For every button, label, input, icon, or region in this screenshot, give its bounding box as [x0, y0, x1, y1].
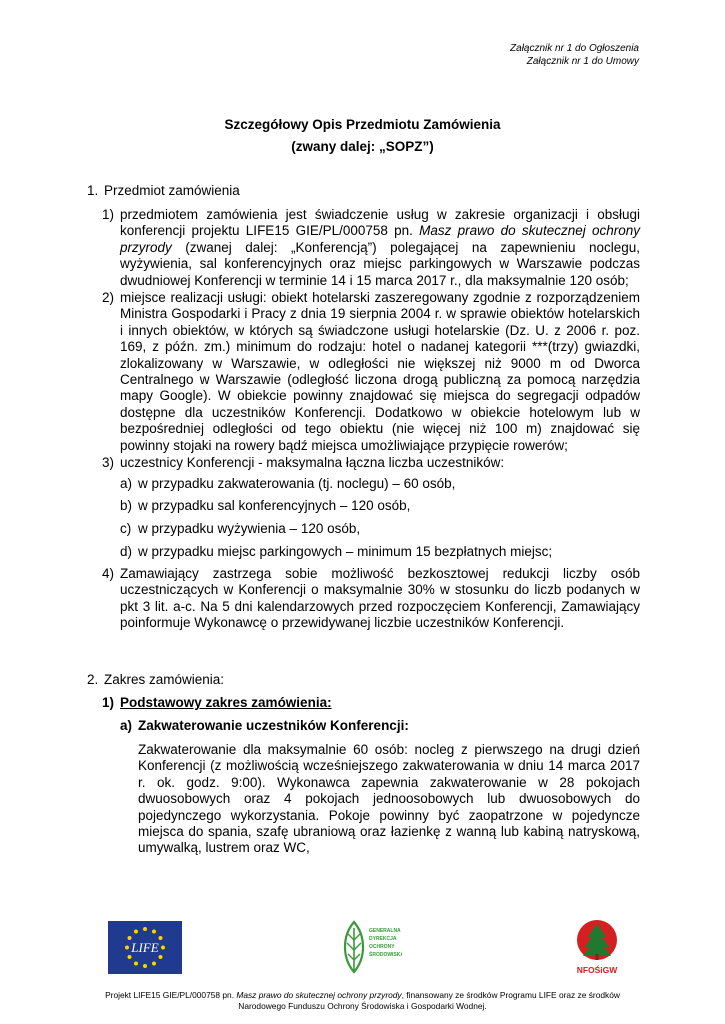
gdos-line-4: ŚRODOWISKA [369, 952, 402, 958]
subitem-d-letter: d) [120, 544, 133, 559]
item3-number: 3) [102, 455, 115, 470]
gdos-line-2: DYREKCJA [369, 936, 397, 942]
accommodation-letter: a) [120, 718, 133, 733]
subitem-b-text: w przypadku sal konferencyjnych – 120 osób, [138, 498, 411, 513]
subitem-d-text: w przypadku miejsc parkingowych – minimum 15 bezpłatnych miejsc; [138, 544, 553, 559]
accommodation-heading: Zakwaterowanie uczestników Konferencji: [138, 718, 409, 733]
subitem-c-text: w przypadku wyżywienia – 120 osób, [138, 521, 361, 536]
attachment-header [510, 42, 639, 68]
life-wordmark: LIFE [131, 940, 159, 955]
accommodation-paragraph: Zakwaterowanie dla maksymalnie 60 osób: nocleg z pierwszego na drugi dzień Konferencji (z możliwością wcześniejszego zakwaterowania w dniu 14 marca 2017 r. ok. godz. 9:00). Wykonawca zapewnia zakwaterowanie w 28 pokojach dwuosobowych oraz 4 pokojach jednoosobowych lub dwuosobowych do pojedynczego wykorzystania. Pokoje powinny być zaopatrzone w pojedyncze miejsca do spania, szafę ubraniową oraz łazienkę z wanną lub kabiną natryskową, umywalką, lustrem oraz WC, [138, 742, 640, 856]
footer-line-1: Projekt LIFE15 GIE/PL/000758 pn. Masz prawo do skutecznej ochrony przyrody, finansowany ze środków Programu LIFE oraz ze środków [105, 990, 620, 1000]
section1-heading: Przedmiot zamówienia [104, 183, 240, 198]
project-title-italic: Masz prawo do skutecznej ochrony przyrody [120, 223, 640, 255]
item2-text: miejsce realizacji usługi: obiekt hotelarski zaszeregowany zgodnie z rozporządzeniem Ministra Gospodarki i Pracy z dnia 19 sierpnia 2004 r. w sprawie obiektów hotelarskich i innych obiektów, w których są świadczone usługi hotelarskie (Dz. U. z 2006 r. poz. 169, z późn. zm.) minimum do rodzaju: hotel o nadanej kategorii ***(trzy) gwiazdki, zlokalizowany w Warszawie, w odległości nie większej niż 9000 m od Dworca Centralnego w Warszawie (odległość liczona drogą publiczną za pomocą narzędzia mapy Google). W obiekcie powinny znajdować się miejsca do segregacji odpadów dostępne dla uczestników Konferencji. Dodatkowo w obiekcie hotelowym lub w bezpośredniej odległości od tego obiektu (nie więcej niż 100 m) znajdować się powinny stojaki na rowery bądź miejsca umożliwiające przypięcie rowerów; [120, 290, 640, 453]
scope-number: 1) [102, 695, 115, 710]
section2-number: 2. [87, 672, 99, 687]
item4-text: Zamawiający zastrzega sobie możliwość bezkosztowej redukcji liczby osób uczestniczących w Konferencji o maksymalnie 30% w stosunku do liczb podanych w pkt 3 lit. a-c. Na 5 dni kalendarzowych przed rozpoczęciem Konferencji, Zamawiający poinformuje Wykonawcę o przewidywanej liczbie uczestników Konferencji. [120, 566, 640, 631]
gdos-line-1: GENERALNA [369, 928, 401, 934]
item2-number: 2) [102, 290, 115, 305]
subitem-c-letter: c) [120, 521, 132, 536]
eu-life-logo [108, 921, 182, 974]
leaf-icon [340, 918, 402, 976]
eu-flag-icon [108, 921, 182, 974]
subitem-a-text: w przypadku zakwaterowania (tj. noclegu) – 60 osób, [138, 476, 456, 491]
section1-number: 1. [87, 183, 99, 198]
section2-heading: Zakres zamówienia: [104, 672, 225, 687]
attachment-line-contract: Załącznik nr 1 do Umowy [526, 56, 639, 67]
basic-scope-heading: Podstawowy zakres zamówienia: [120, 695, 332, 710]
item4-number: 4) [102, 566, 115, 581]
footer [0, 990, 725, 1011]
attachment-line-announcement: Załącznik nr 1 do Ogłoszenia [510, 43, 639, 54]
footer-line-2: Narodowego Funduszu Ochrony Środowiska i Gospodarki Wodnej. [238, 1000, 487, 1011]
subitem-a-letter: a) [120, 476, 133, 491]
document-subtitle: (zwany dalej: „SOPZ”) [291, 139, 434, 154]
gdos-logo [340, 918, 402, 976]
item1-number: 1) [102, 207, 115, 222]
item3-text: uczestnicy Konferencji - maksymalna łączna liczba uczestników: [120, 455, 505, 470]
nfosigw-logo [575, 918, 619, 978]
document-title: Szczegółowy Opis Przedmiotu Zamówienia [224, 117, 501, 132]
gdos-line-3: OCHRONY [369, 944, 395, 950]
nfosigw-emblem-icon [575, 918, 619, 978]
subitem-b-letter: b) [120, 498, 133, 513]
nfosigw-wordmark: NFOŚiGW [576, 965, 618, 975]
item1-text: przedmiotem zamówienia jest świadczenie usług w zakresie organizacji i obsługi konferencji projektu LIFE15 GIE/PL/000758 pn. Masz prawo do skutecznej ochrony przyrody (zwanej dalej: „Konferencją”) polegającej na zapewnieniu noclegu, wyżywienia, sal konferencyjnych oraz miejsc parkingowych w Warszawie podczas dwudniowej Konferencji w terminie 14 i 15 marca 2017 r., dla maksymalnie 120 osób; [120, 207, 640, 288]
